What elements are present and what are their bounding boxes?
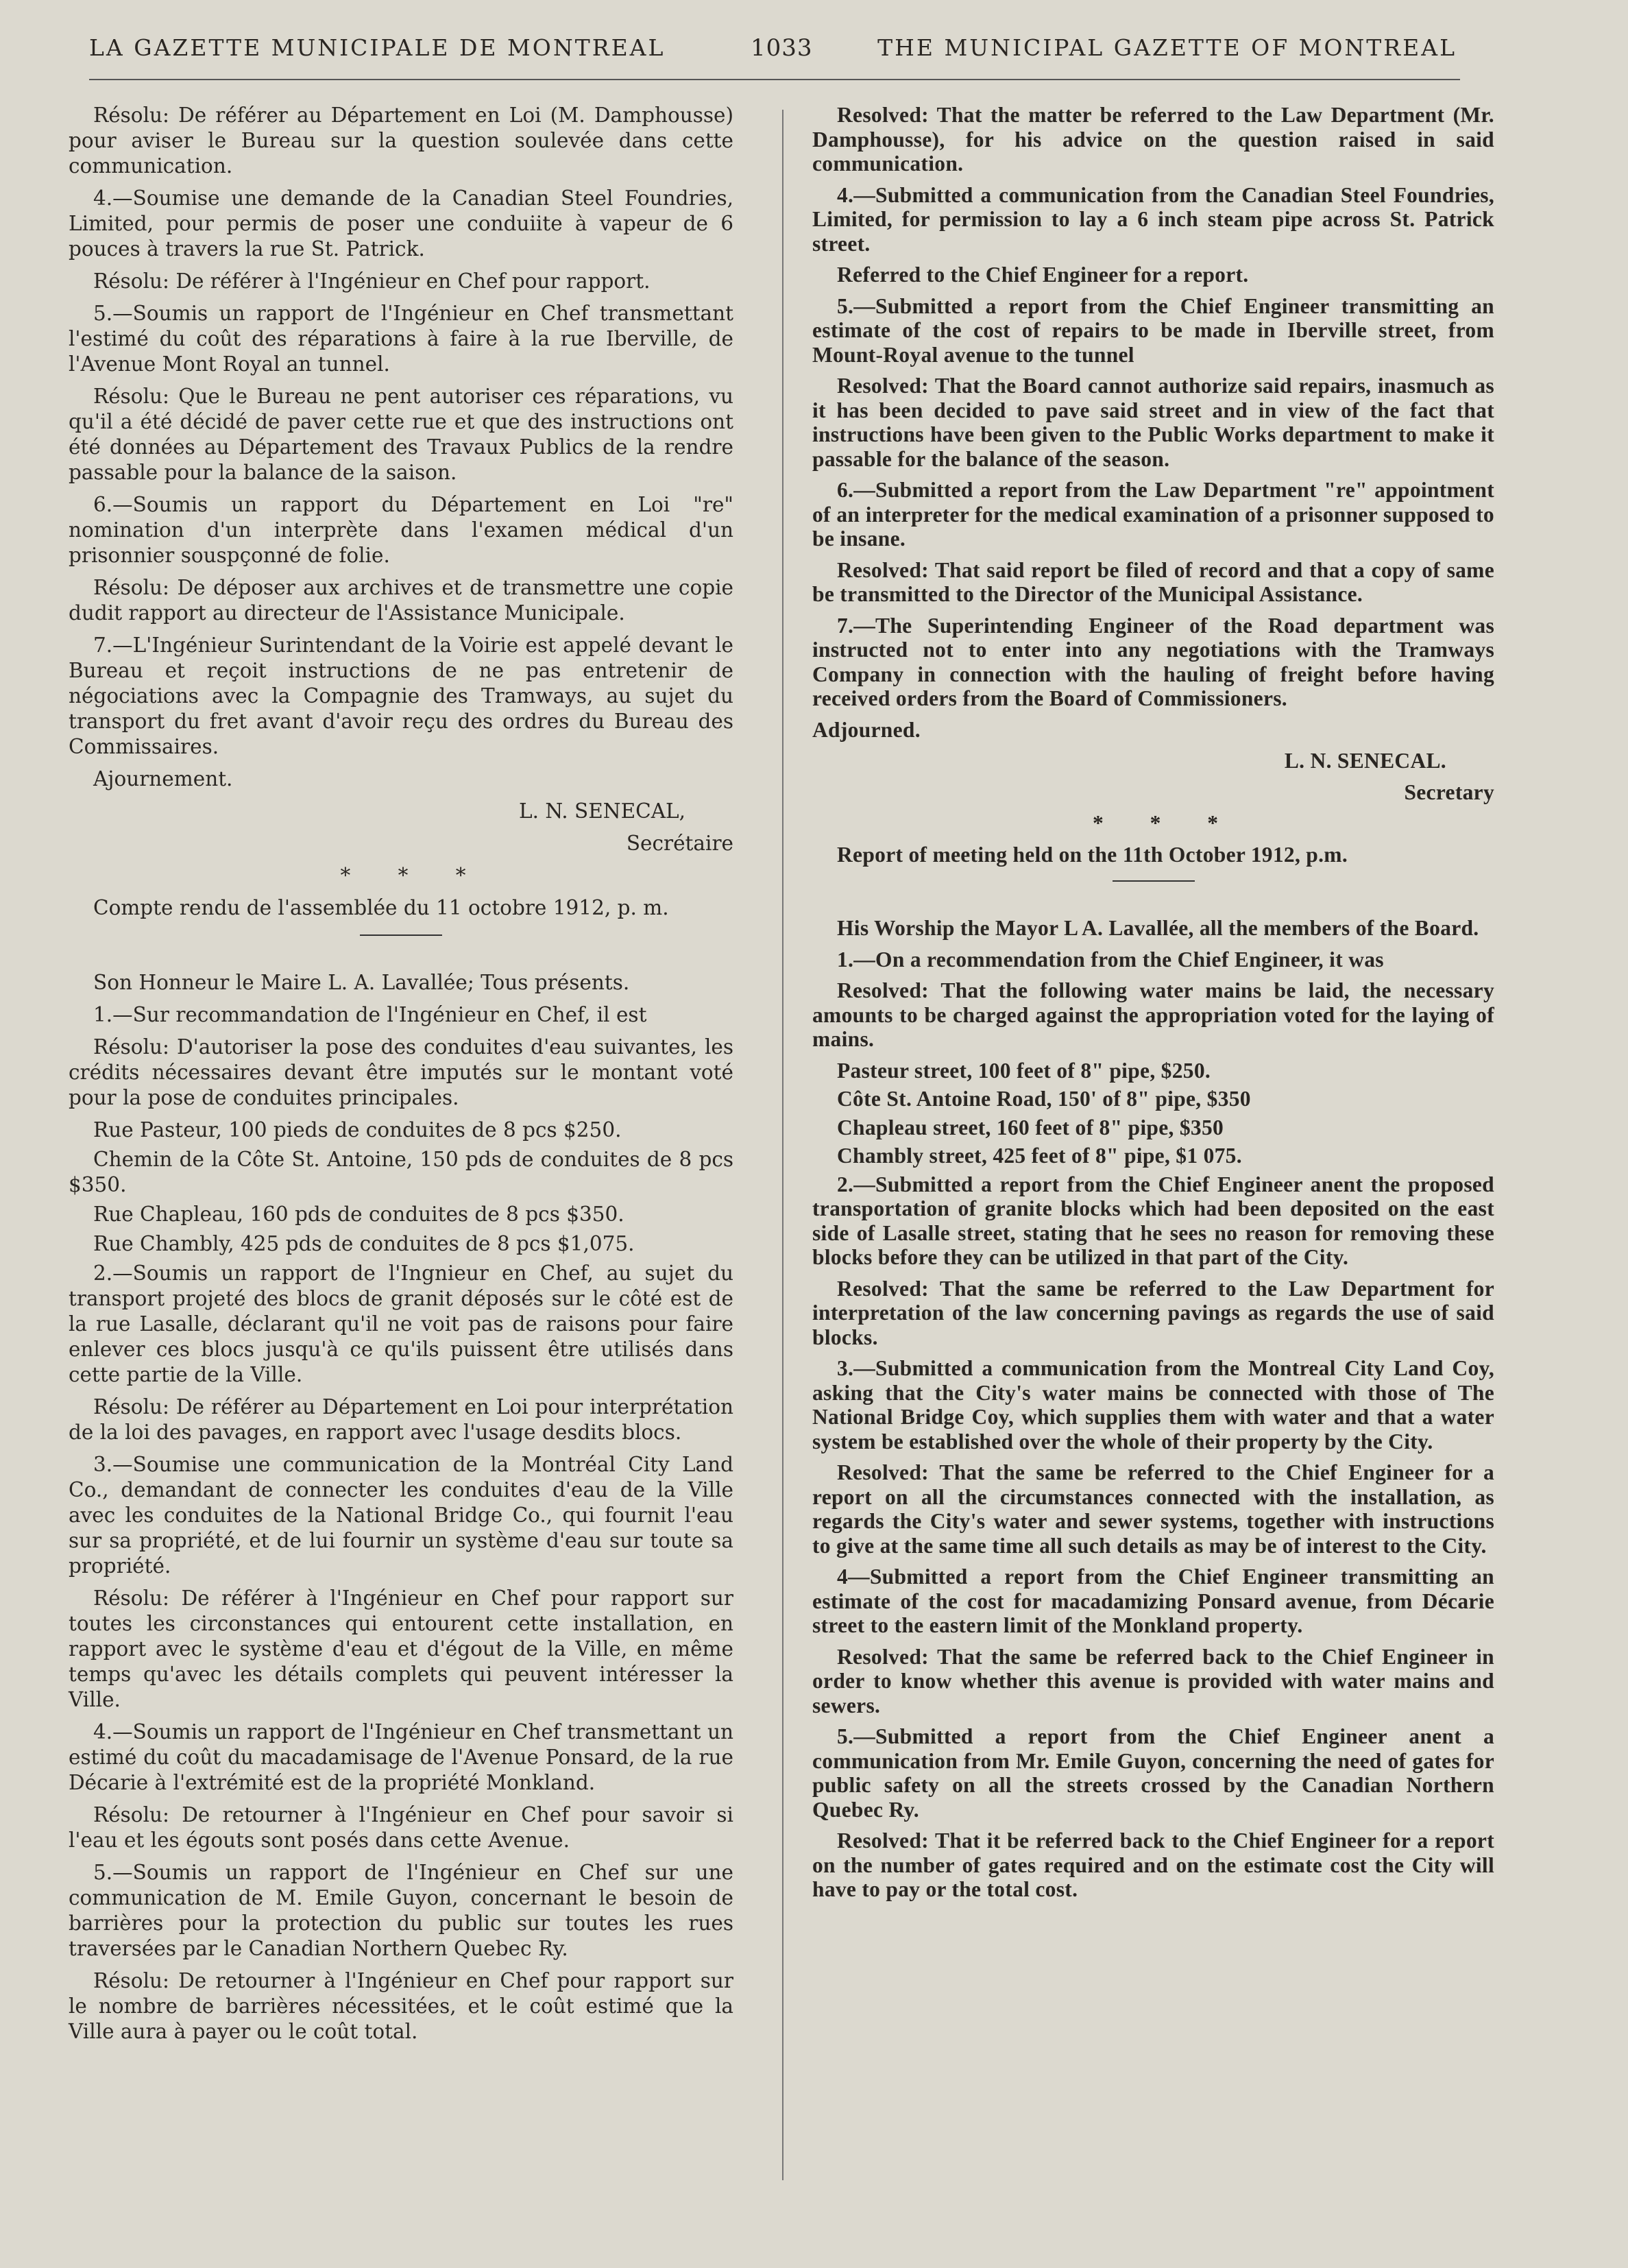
report-title: Compte rendu de l'assemblée du 11 octobre 1912, p. m. (93, 896, 669, 919)
paragraph: Resolved: That the matter be referred to the Law Department (Mr. Damphousse), for his advice on the question raised in said communication. (812, 103, 1494, 176)
paragraph: 5.—Submitted a report from the Chief Engineer anent a communication from Mr. Emile Guyon, concerning the need of gates for public safety on all the streets crossed by the Canadian Northern Quebec Ry. (812, 1724, 1494, 1822)
list-item: Rue Chapleau, 160 pds de conduites de 8 pcs $350. (93, 1203, 624, 1226)
list-item: Côte St. Antoine Road, 150' of 8" pipe, $350 (837, 1087, 1251, 1111)
report-title: Report of meeting held on the 11th October 1912, p.m. (837, 842, 1348, 867)
column-divider (782, 110, 783, 2180)
list-item: Chemin de la Côte St. Antoine, 150 pds de conduites de 8 pcs $350. (69, 1148, 733, 1196)
section-stars: * * * (340, 864, 487, 887)
paragraph: Son Honneur le Maire L. A. Lavallée; Tous présents. (93, 971, 630, 994)
paragraph: 5.—Submitted a report from the Chief Engineer transmitting an estimate of the cost of repairs to be made in Iberville street, from Mount-Royal avenue to the tunnel (812, 293, 1494, 367)
paragraph: Résolu: De référer au Département en Loi (M. Damphousse) pour aviser le Bureau sur la question soulevée dans cette communication. (69, 104, 733, 178)
paragraph: Referred to the Chief Engineer for a report. (837, 263, 1249, 287)
paragraph: Résolu: D'autoriser la pose des conduites d'eau suivantes, les crédits nécessaires devant être imputés sur le montant voté pour la pose de conduites principales. (69, 1035, 733, 1109)
paragraph: Resolved: That the same be referred to the Law Department for interpretation of the law concerning pavings as regards the use of said blocks. (812, 1276, 1494, 1349)
paragraph: 6.—Soumis un rapport du Département en Loi "re" nomination d'un interprète dans l'examen médical d'un prisonnier souspçonné de folie. (69, 493, 733, 567)
paragraph: Resolved: That the Board cannot authorize said repairs, inasmuch as it has been decided to pave said street and in view of the fact that instructions have been given to the Public Works department to make it passable for the balance of the season. (812, 374, 1494, 471)
paragraph: Resolved: That it be referred back to the Chief Engineer for a report on the number of gates required and on the estimate cost the City will have to pay or the total cost. (812, 1829, 1494, 1901)
signature-title: Secretary (1404, 780, 1494, 804)
paragraph: Résolu: De retourner à l'Ingénieur en Chef pour savoir si l'eau et les égouts sont posés dans cette Avenue. (69, 1803, 733, 1852)
list-item: Rue Chambly, 425 pds de conduites de 8 pcs $1,075. (93, 1232, 635, 1255)
paragraph: His Worship the Mayor L A. Lavallée, all the members of the Board. (837, 916, 1479, 940)
paragraph: 1.—On a recommendation from the Chief Engineer, it was (837, 947, 1384, 972)
paragraph: 2.—Soumis un rapport de l'Ingnieur en Chef, au sujet du transport projeté des blocs de granit déposés sur le côté est de la rue Lasalle, déclarant qu'il ne voit pas de raisons pour faire enlever ces blocs jusqu'à ce qu'ils puissent être utilisés dans cette partie de la Ville. (69, 1262, 733, 1386)
signature-title: Secrétaire (626, 832, 733, 855)
paragraph: 4.—Soumise une demande de la Canadian Steel Foundries, Limited, pour permis de poser une conduiite à vapeur de 6 pouces à travers la rue St. Patrick. (69, 186, 733, 261)
paragraph: 3.—Soumise une communication de la Montréal City Land Co., demandant de connecter les conduites d'eau de la Ville avec les conduites de la National Bridge Co., qui fournit l'eau sur sa propriété, et de lui fournir un système d'eau sur toute sa propriété. (69, 1453, 733, 1578)
paragraph: Résolu: Que le Bureau ne pent autoriser ces réparations, vu qu'il a été décidé de paver cette rue et que des instructions ont été données au Département des Travaux Publics de la rendre passable pour la balance de la saison. (69, 385, 733, 484)
signature-name: L. N. SENECAL, (519, 799, 685, 823)
paragraph: Résolu: De déposer aux archives et de transmettre une copie dudit rapport au directeur de l'Assistance Municipale. (69, 576, 733, 625)
paragraph: Résolu: De référer à l'Ingénieur en Chef pour rapport. (93, 269, 651, 293)
paragraph: 4.—Soumis un rapport de l'Ingénieur en Chef transmettant un estimé du coût du macadamisage de l'Avenue Ponsard, de la rue Décarie à l'extrémité est de la propriété Monkland. (69, 1720, 733, 1794)
paragraph: 7.—L'Ingénieur Surintendant de la Voirie est appelé devant le Bureau et reçoit instructions de ne pas entretenir de négociations avec la Compagnie des Tramways, au sujet du transport du fret avant d'avoir reçu des ordres du Bureau des Commissaires. (69, 634, 733, 758)
signature-name: L. N. SENECAL. (1284, 749, 1446, 773)
paragraph: 2.—Submitted a report from the Chief Engineer anent the proposed transportation of granite blocks which had been deposited on the east side of Lasalle street, stating that he sees no reason for removing these blocks before they can be utilized in that part of the City. (812, 1172, 1494, 1269)
paragraph: Résolu: De référer au Département en Loi pour interprétation de la loi des pavages, en rapport avec l'usage desdits blocs. (69, 1395, 733, 1444)
adjournment: Adjourned. (812, 717, 921, 742)
english-column (812, 103, 1494, 1909)
page-header (89, 34, 1457, 75)
header-rule (89, 79, 1460, 80)
paragraph: 5.—Soumis un rapport de l'Ingénieur en Chef transmettant l'estimé du coût des réparations à faire à la rue Iberville, de l'Avenue Mont Royal an tunnel. (69, 302, 733, 376)
paragraph: Resolved: That the same be referred back to the Chief Engineer in order to know whether this avenue is provided with water mains and sewers. (812, 1644, 1494, 1717)
french-column (69, 103, 733, 2051)
paragraph: 4—Submitted a report from the Chief Engineer transmitting an estimate of the cost for macadamizing Ponsard avenue, from Décarie street to the eastern limit of the Monkland property. (812, 1565, 1494, 1637)
paragraph: 3.—Submitted a communication from the Montreal City Land Coy, asking that the City's water mains be connected with those of The National Bridge Coy, which supplies them with water and that a water system be established over the whole of their property by the City. (812, 1356, 1494, 1453)
page-number: 1033 (751, 34, 813, 62)
list-item: Chambly street, 425 feet of 8" pipe, $1 075. (837, 1144, 1242, 1168)
paragraph: Résolu: De référer à l'Ingénieur en Chef pour rapport sur toutes les circonstances qui entourent cette installation, en rapport avec le système d'eau et d'égout de la Ville, en même temps qu'avec les détails complets qui peuvent intéresser la Ville. (69, 1587, 733, 1711)
paragraph: Resolved: That the same be referred to the Chief Engineer for a report on all the circumstances connected with the installation, as regards the City's water and sewer systems, together with instructions to give at the same time all such details as may be of interest to the City. (812, 1460, 1494, 1558)
paragraph: Resolved: That the following water mains be laid, the necessary amounts to be charged against the appropriation voted for the laying of mains. (812, 978, 1494, 1051)
header-english-title: THE MUNICIPAL GAZETTE OF MONTREAL (877, 34, 1457, 61)
adjournment: Ajournement. (93, 767, 233, 791)
paragraph: Résolu: De retourner à l'Ingénieur en Chef pour rapport sur le nombre de barrières nécessitées, et le coût estimé que la Ville aura à payer ou le coût total. (69, 1969, 733, 2043)
header-french-title: LA GAZETTE MUNICIPALE DE MONTREAL (89, 34, 666, 61)
paragraph: 6.—Submitted a report from the Law Department "re" appointment of an interpreter for the medical examination of a prisonner supposed to be insane. (812, 478, 1494, 551)
list-item: Rue Pasteur, 100 pieds de conduites de 8 pcs $250. (93, 1118, 622, 1142)
list-item: Pasteur street, 100 feet of 8" pipe, $250. (837, 1058, 1211, 1083)
paragraph: 4.—Submitted a communication from the Canadian Steel Foundries, Limited, for permission to lay a 6 inch steam pipe across St. Patrick street. (812, 182, 1494, 256)
short-rule (1113, 880, 1195, 882)
paragraph: Resolved: That said report be filed of record and that a copy of same be transmitted to the Director of the Municipal Assistance. (812, 557, 1494, 606)
paragraph: 1.—Sur recommandation de l'Ingénieur en Chef, il est (93, 1003, 647, 1026)
paragraph: 5.—Soumis un rapport de l'Ingénieur en Chef sur une communication de M. Emile Guyon, concernant le besoin de barrières pour la protection du public sur toutes les rues traversées par le Canadian Northern Quebec Ry. (69, 1861, 733, 1960)
paragraph: 7.—The Superintending Engineer of the Road department was instructed not to enter into any negotiations with the Tramways Company in connection with the hauling of freight before having received orders from the Board of Commissioners. (812, 613, 1494, 710)
list-item: Chapleau street, 160 feet of 8" pipe, $350 (837, 1115, 1224, 1139)
section-stars: * * * (1093, 811, 1239, 835)
short-rule (360, 934, 442, 936)
